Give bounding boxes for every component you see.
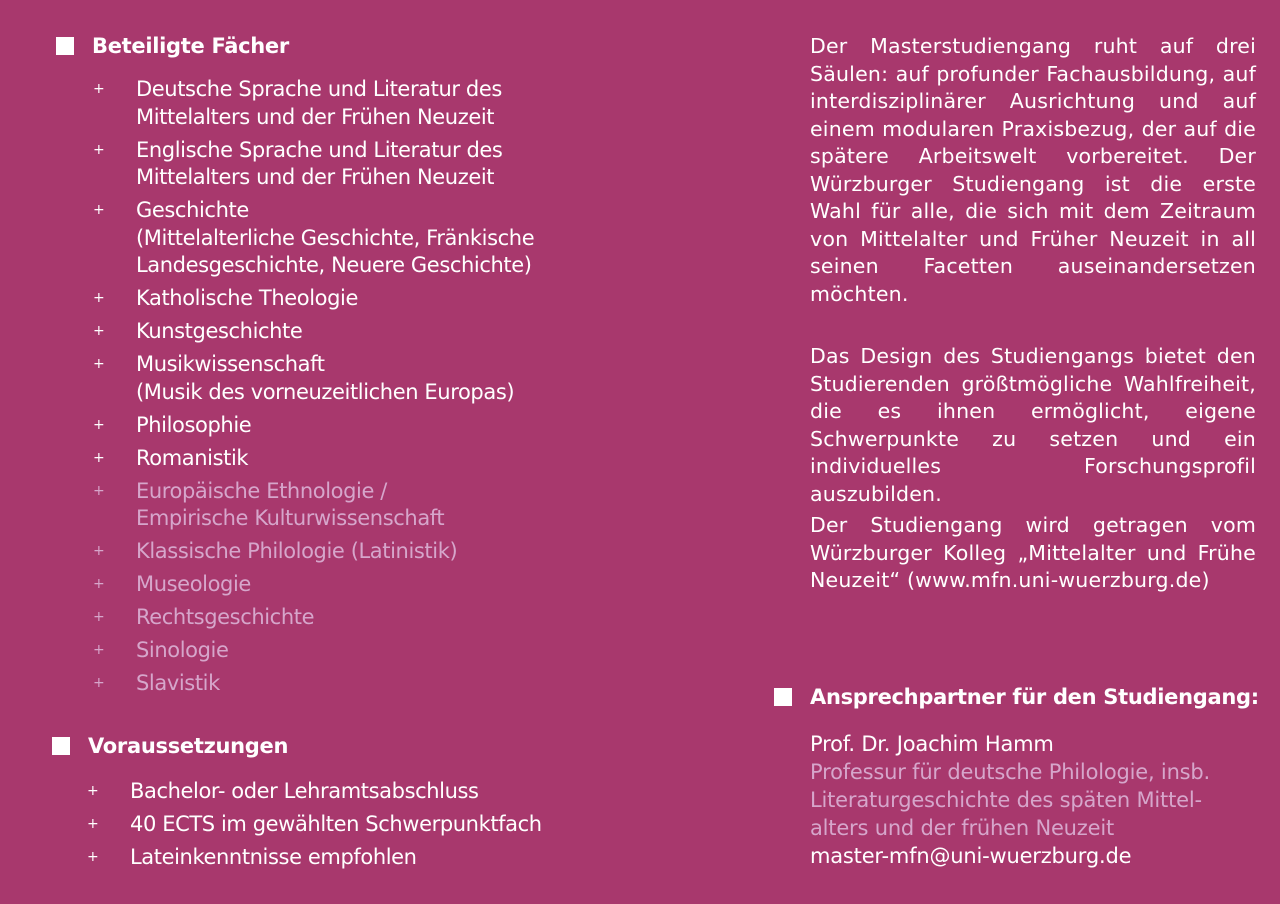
faecher-item-text: Philosophie [136, 412, 252, 437]
faecher-item-text: Musikwissenschaft (Musik des vorneuzeitlichen Europas) [136, 352, 515, 404]
faecher-item-text: Romanistik [136, 445, 249, 470]
plus-bullet-icon: + [93, 576, 105, 592]
faecher-list-item [93, 670, 534, 698]
section-kontakt-heading [774, 685, 1259, 709]
faecher-item-text: Englische Sprache und Literatur des Mittelalters und der Frühen Neuzeit [136, 137, 503, 189]
voraussetzung-item-text: Lateinkenntnisse empfohlen [130, 845, 417, 869]
contact-professur-line-3: alters und der frühen Neuzeit [810, 816, 1114, 840]
plus-bullet-icon: + [93, 609, 105, 625]
faecher-item-text: Sinologie [136, 638, 229, 662]
plus-bullet-icon: + [93, 290, 105, 306]
faecher-list [93, 76, 535, 703]
faecher-item-text: Klassische Philologie (Latinistik) [136, 539, 458, 563]
faecher-list-item [93, 412, 534, 440]
voraussetzungen-heading-text: Voraussetzungen [88, 734, 289, 758]
plus-bullet-icon: + [93, 323, 105, 339]
description-paragraph-2: Das Design des Studiengangs bietet den Studierenden größtmögliche Wahlfreiheit, die es ihnen ermöglicht, eigene Schwerpunkte zu setzen und ein individuelles Forschungsprofil auszubilden. [810, 344, 1256, 506]
faecher-list-item [93, 285, 534, 313]
plus-bullet-icon: + [93, 81, 105, 97]
faecher-item-text: Katholische Theologie [136, 286, 358, 310]
voraussetzung-item-text: Bachelor- oder Lehramtsabschluss [130, 779, 479, 803]
faecher-item-text: Geschichte (Mittelalterliche Geschichte, Fränkische Landesgeschichte, Neuere Geschichte) [136, 198, 535, 277]
voraussetzung-list-item [87, 778, 542, 806]
description-paragraph-3: Der Studiengang wird getragen vom Würzburger Kolleg „Mittelalter und Frühe Neuzeit“ (www.mfn.uni-wuerzburg.de) [810, 513, 1256, 592]
faecher-heading-text: Beteiligte Fächer [92, 34, 289, 58]
plus-bullet-icon: + [93, 482, 105, 499]
contact-professur-line-2: Literaturgeschichte des späten Mittel- [810, 788, 1202, 812]
faecher-list-item [93, 318, 534, 346]
plus-bullet-icon: + [93, 141, 105, 158]
faecher-list-item [93, 538, 534, 566]
plus-bullet-icon: + [93, 356, 105, 372]
faecher-item-text: Slavistik [136, 671, 220, 695]
white-square-icon [56, 37, 74, 55]
plus-bullet-icon: + [93, 675, 105, 691]
contact-professur-line-1: Professur für deutsche Philologie, insb. [810, 760, 1211, 784]
faecher-list-item [93, 637, 534, 665]
voraussetzung-item-text: 40 ECTS im gewählten Schwerpunktfach [130, 812, 542, 836]
kontakt-heading-text: Ansprechpartner für den Studiengang: [810, 685, 1259, 709]
voraussetzungen-list [87, 778, 542, 877]
plus-bullet-icon: + [87, 816, 99, 832]
plus-bullet-icon: + [93, 449, 105, 466]
faecher-item-text: Kunstgeschichte [136, 319, 303, 343]
plus-bullet-icon: + [93, 642, 105, 658]
plus-bullet-icon: + [93, 416, 105, 433]
faecher-list-item [93, 137, 534, 192]
faecher-list-item [93, 197, 535, 280]
plus-bullet-icon: + [87, 849, 99, 865]
faecher-list-item [93, 351, 534, 406]
voraussetzung-list-item [87, 811, 542, 839]
voraussetzung-list-item [87, 844, 542, 872]
faecher-item-text: Deutsche Sprache und Literatur des Mittelalters und der Frühen Neuzeit [136, 77, 502, 129]
faecher-list-item [93, 604, 534, 632]
faecher-item-text: Europäische Ethnologie / Empirische Kulturwissenschaft [136, 478, 445, 530]
faecher-list-item [93, 571, 534, 599]
faecher-list-item [93, 76, 534, 131]
plus-bullet-icon: + [93, 202, 105, 218]
section-faecher-heading [56, 34, 289, 58]
faecher-item-text: Museologie [136, 572, 251, 596]
white-square-icon [774, 688, 792, 706]
contact-name: Prof. Dr. Joachim Hamm [810, 732, 1054, 756]
description-paragraph-1: Der Masterstudiengang ruht auf drei Säulen: auf profunder Fachausbildung, auf interdisziplinärer Ausrichtung und auf einem modularen Praxisbezug, der auf die spätere Arbeitswelt vorbereitet. Der Würzburger Studiengang ist die erste Wahl für alle, die sich mit dem Zeitraum von Mittelalter und Früher Neuzeit in all seinen Facetten auseinandersetzen möchten. [810, 34, 1256, 306]
plus-bullet-icon: + [93, 543, 105, 559]
plus-bullet-icon: + [87, 783, 99, 799]
faecher-list-item [93, 478, 534, 533]
faecher-item-text: Rechtsgeschichte [136, 605, 315, 629]
white-square-icon [52, 737, 70, 755]
contact-email[interactable]: master-mfn@uni-wuerzburg.de [810, 844, 1132, 868]
faecher-list-item [93, 445, 534, 473]
section-voraussetzungen-heading [52, 734, 288, 758]
